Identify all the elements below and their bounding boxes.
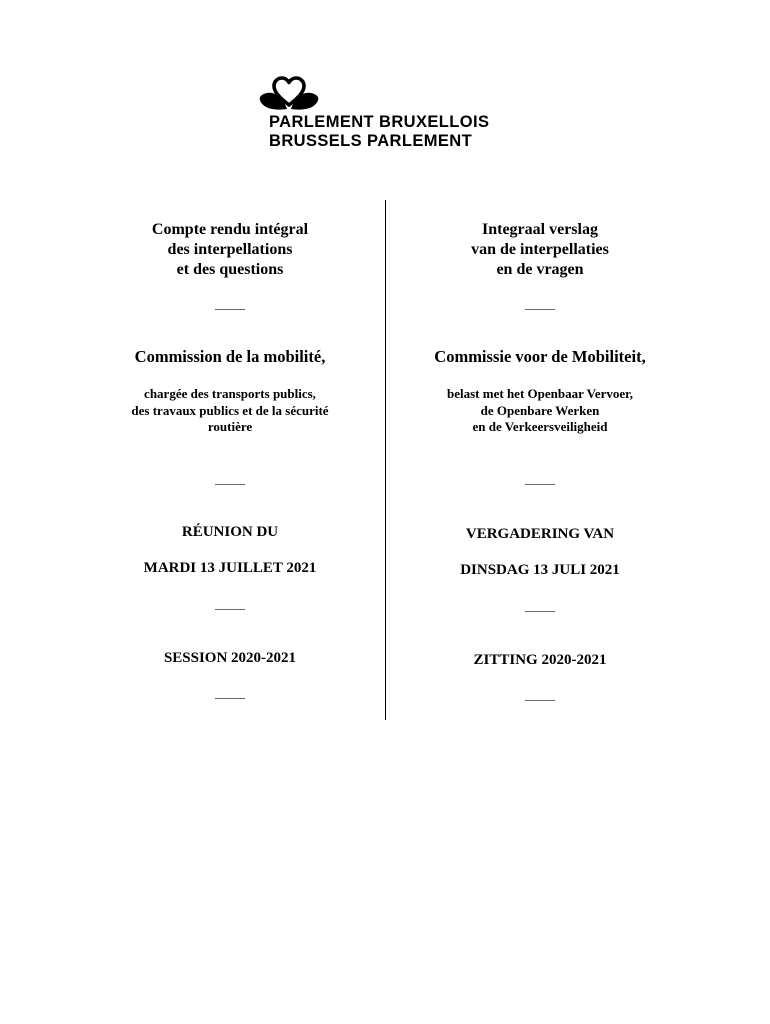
- meeting-date-nl: DINSDAG 13 JULI 2021: [460, 562, 620, 578]
- title-line: van de interpellaties: [471, 241, 609, 258]
- title-line: en de vragen: [496, 261, 584, 278]
- remit-line: de Openbare Werken: [480, 402, 600, 418]
- remit-line: chargée des transports publics,: [144, 386, 316, 401]
- remit-line: en de Verkeersveiligheid: [472, 419, 608, 434]
- meeting-label-fr: RÉUNION DU: [181, 524, 279, 540]
- commission-remit-nl: [410, 386, 670, 436]
- separator: _____: [525, 472, 555, 486]
- heart-bird-logo-icon: [258, 76, 320, 112]
- remit-line: des travaux publics et de la sécurité: [131, 402, 329, 418]
- separator: _____: [215, 472, 245, 486]
- logo-wordmark-nl: BRUSSELS PARLEMENT: [269, 132, 473, 150]
- session-fr: SESSION 2020-2021: [163, 650, 297, 666]
- commission-name-fr: Commission de la mobilité,: [134, 347, 326, 366]
- remit-line: belast met het Openbaar Vervoer,: [447, 386, 633, 401]
- meeting-date-fr: MARDI 13 JUILLET 2021: [143, 560, 317, 576]
- separator: _____: [525, 688, 555, 702]
- remit-line: routière: [207, 419, 253, 434]
- title-line: et des questions: [176, 261, 284, 278]
- separator: _____: [525, 599, 555, 613]
- report-title-nl: [410, 220, 670, 280]
- separator: _____: [525, 297, 555, 311]
- separator: _____: [215, 297, 245, 311]
- title-line: des interpellations: [167, 241, 293, 258]
- session-nl: ZITTING 2020-2021: [473, 652, 607, 668]
- separator: _____: [215, 597, 245, 611]
- title-line: Compte rendu intégral: [151, 221, 309, 238]
- separator: _____: [215, 686, 245, 700]
- logo-wordmark-fr: PARLEMENT BRUXELLOIS: [269, 113, 490, 131]
- logo-wordmark: [269, 113, 489, 151]
- column-divider: [385, 200, 386, 720]
- parliament-logo: [258, 76, 320, 112]
- commission-remit-fr: [110, 386, 350, 436]
- title-line: Integraal verslag: [482, 221, 598, 238]
- report-title-fr: [110, 220, 350, 280]
- meeting-label-nl: VERGADERING VAN: [465, 526, 615, 542]
- commission-name-nl: Commissie voor de Mobiliteit,: [434, 347, 646, 366]
